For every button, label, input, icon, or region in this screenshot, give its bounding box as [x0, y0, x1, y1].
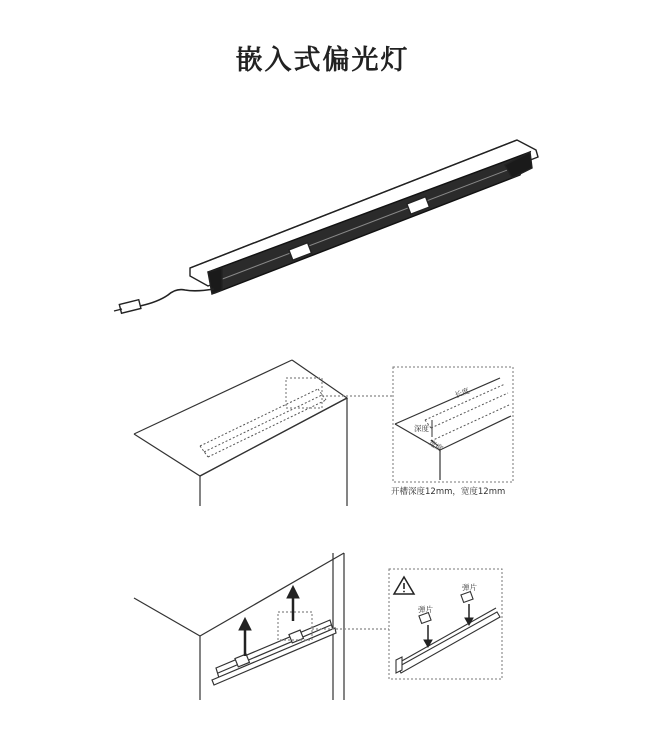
cabinet-install-illustration	[134, 553, 389, 700]
clip-label-left: 弹片	[418, 605, 433, 614]
groove-caption: 开槽深度12mm，宽度12mm	[391, 487, 506, 497]
clip-detail-box	[389, 569, 502, 679]
cabinet-groove-illustration	[134, 360, 393, 506]
width-label: 宽度	[427, 437, 445, 454]
depth-label: 深度	[414, 424, 429, 433]
page-title: 嵌入式偏光灯	[235, 45, 410, 76]
clip-label-right: 弹片	[462, 583, 477, 592]
groove-detail-box	[393, 367, 513, 482]
length-label: 长度	[453, 385, 471, 400]
warning-triangle-icon	[394, 577, 414, 594]
light-bar-illustration	[114, 140, 538, 313]
